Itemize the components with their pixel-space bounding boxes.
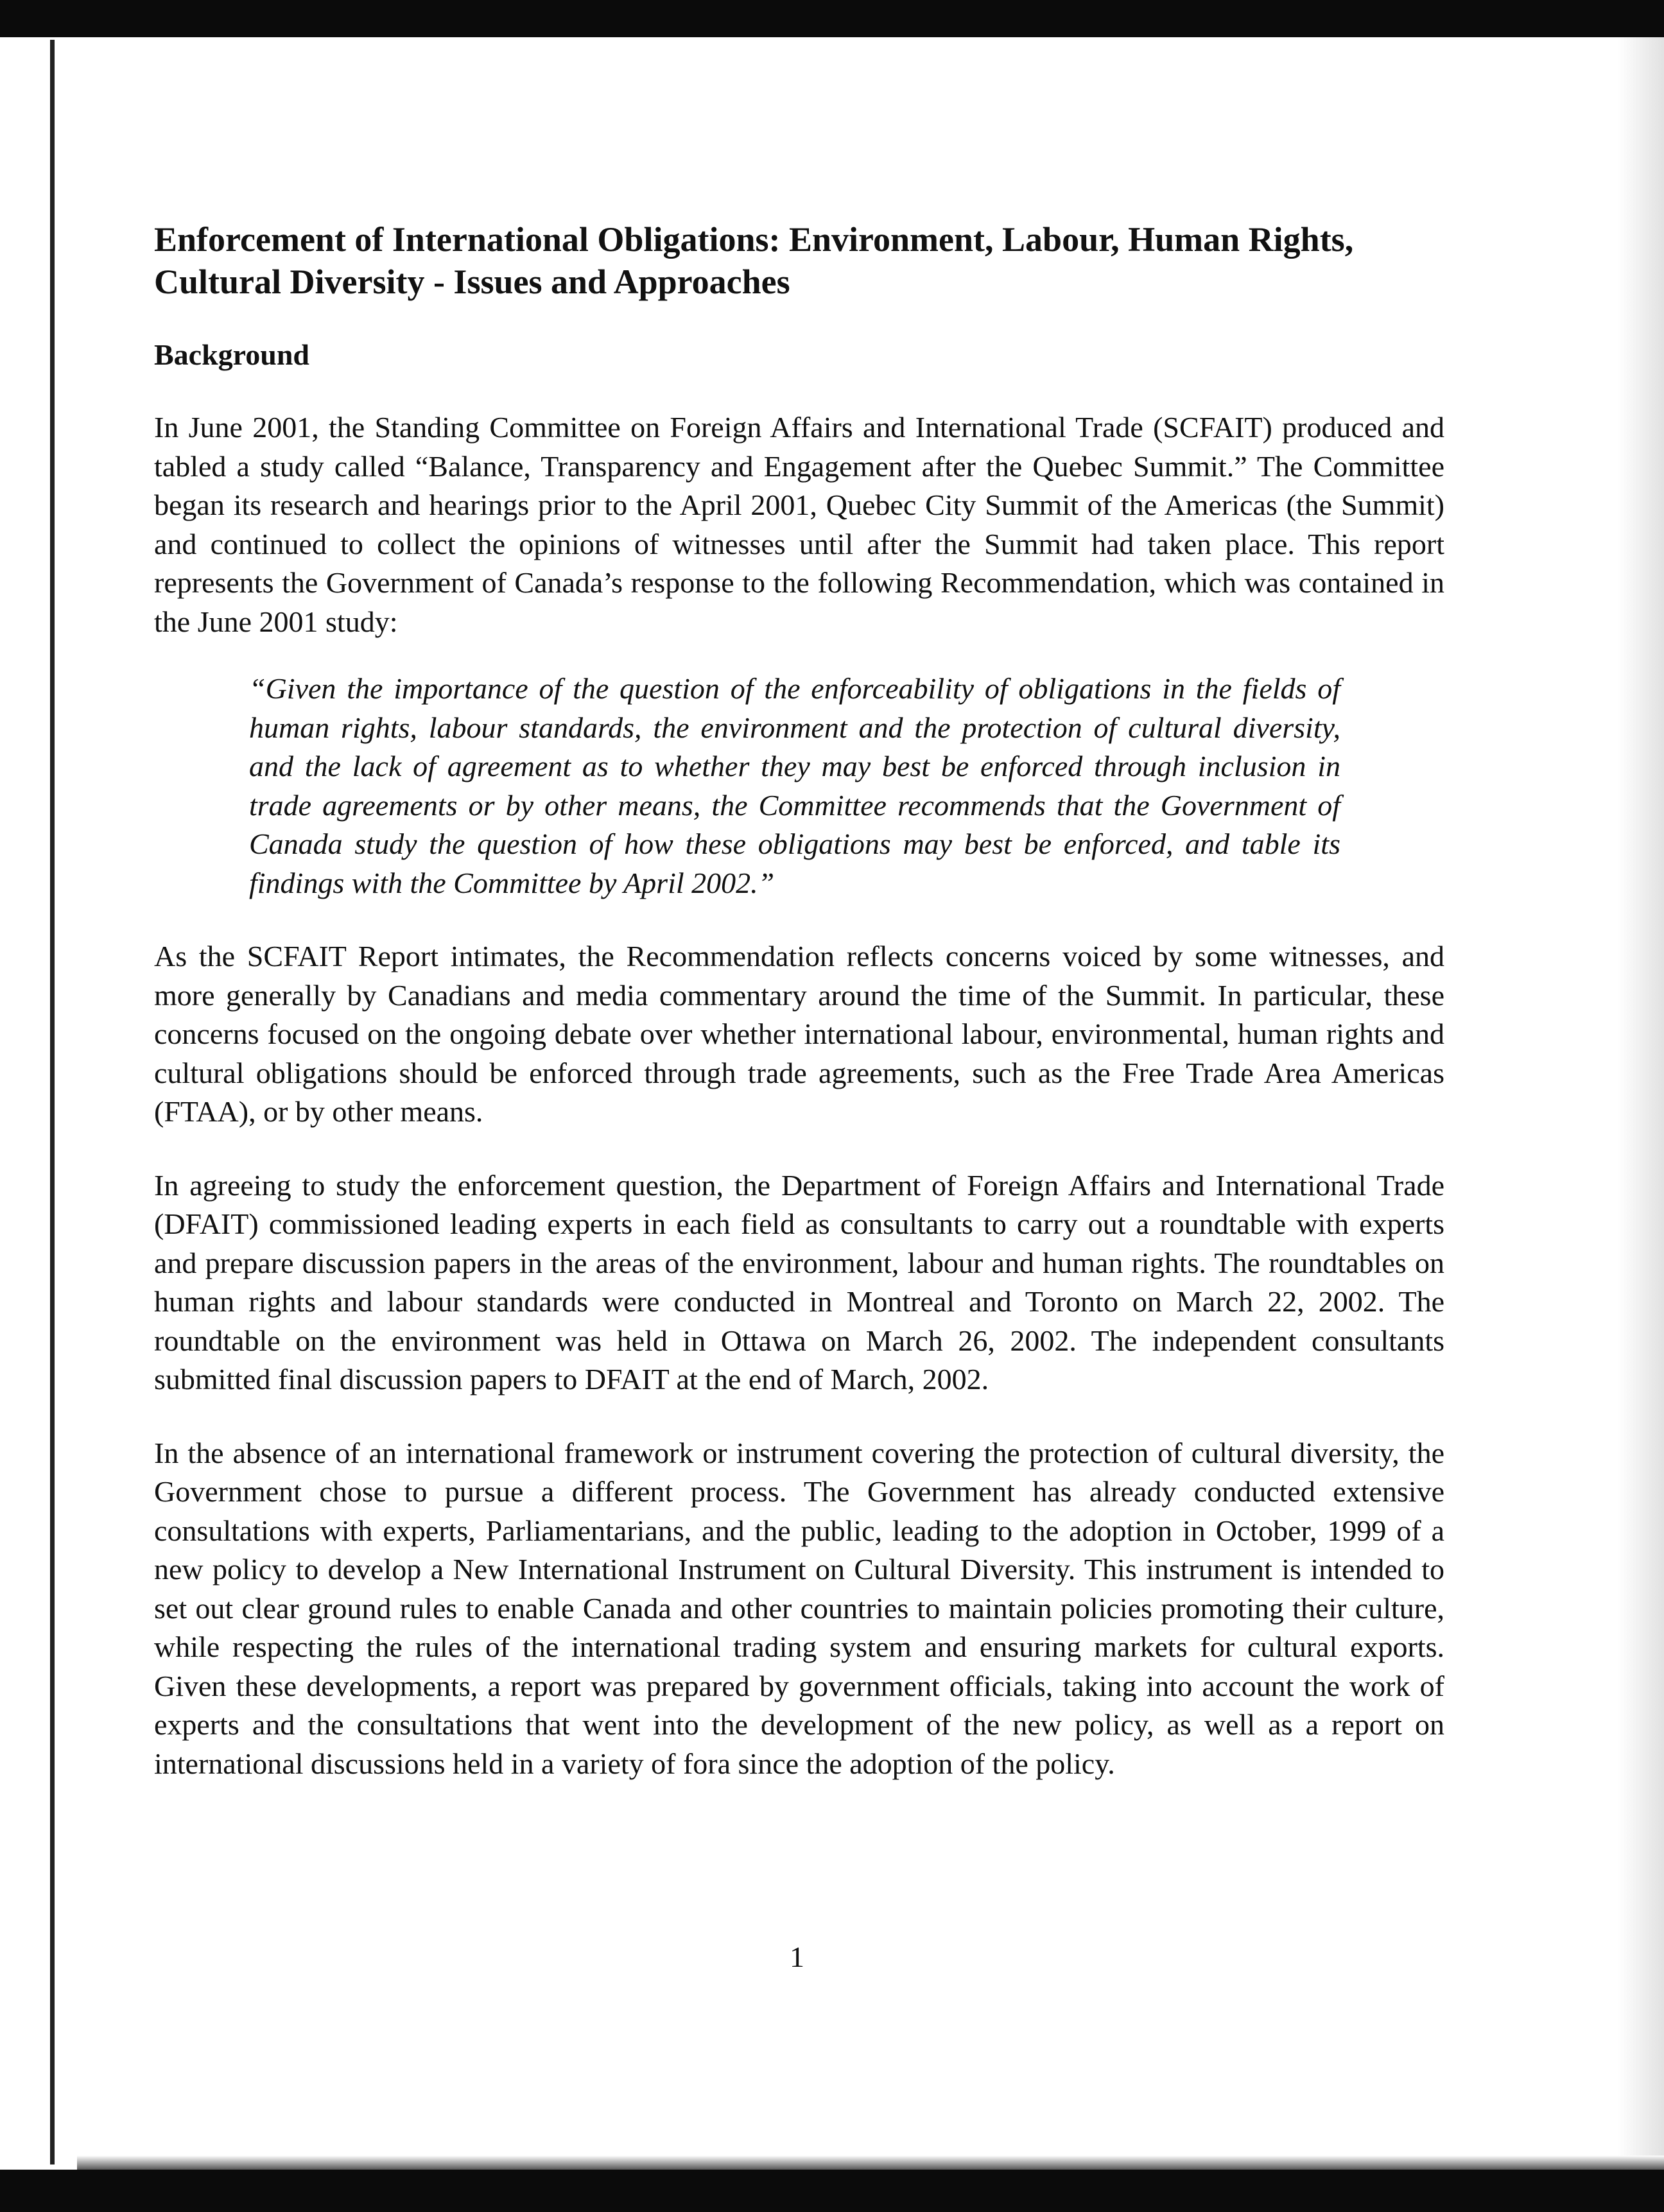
recommendation-quote: “Given the importance of the question of the enforceability of obligations in the fields of human rights, labour standards, the environment and the protection of cultural diversity, and the lack of agreement as to whether they may best be enforced through inclusion in trade agreements or by other means, the Committee recommends that the Government of Canada study the question of how these obligations may best be enforced, and table its findings with the Committee by April 2002.” [249,672,1340,899]
paragraph-cultural-diversity: In the absence of an international framework or instrument covering the protection of cultural diversity, the Government chose to pursue a different process. The Government has already conducted extensive consultations with experts, Parliamentarians, and the public, leading to the adoption in October, 1999 of a new policy to develop a New International Instrument on Cultural Diversity. This instrument is intended to set out clear ground rules to enable Canada and other countries to maintain policies promoting their culture, while respecting the rules of the international trading system and ensuring markets for cultural exports. Given these developments, a report was prepared by government officials, taking into account the work of experts and the consultations that went into the development of the new policy, as well as a report on international discussions held in a variety of fora since the adoption of the policy. [154,1436,1444,1780]
scan-border-bottom [0,2170,1664,2212]
paragraph-scfait-study: In June 2001, the Standing Committee on Foreign Affairs and International Trade (SCFAIT) produced and tabled a study called “Balance, Transparency and Engagement after the Quebec Summit.” The Committee began its research and hearings prior to the April 2001, Quebec City Summit of the Americas (the Summit) and continued to collect the opinions of witnesses until after the Summit had taken place. This report represents the Government of Canada’s response to the following Recommendation, which was contained in the June 2001 study: [154,411,1444,638]
document-body [154,218,1444,1783]
paragraph-concerns: As the SCFAIT Report intimates, the Recommendation reflects concerns voiced by some witnesses, and more generally by Canadians and media commentary around the time of the Summit. In particular, these concerns focused on the ongoing debate over whether international labour, environmental, human rights and cultural obligations should be enforced through trade agreements, such as the Free Trade Area Americas (FTAA), or by other means. [154,940,1444,1128]
paragraph-roundtables: In agreeing to study the enforcement question, the Department of Foreign Affairs and International Trade (DFAIT) commissioned leading experts in each field as consultants to carry out a roundtable with experts and prepare discussion papers in the areas of the environment, labour and human rights. The roundtables on human rights and labour standards were conducted in Montreal and Toronto on March 22, 2002. The roundtable on the environment was held in Ottawa on March 26, 2002. The independent consultants submitted final discussion papers to DFAIT at the end of March, 2002. [154,1168,1444,1395]
section-heading-background: Background [154,338,310,371]
scan-shadow-right [1618,37,1664,2170]
scan-border-left [50,40,55,2164]
page-number: 1 [790,1940,804,1973]
document-title: Enforcement of International Obligations: Environment, Labour, Human Rights, Cultural Diversity - Issues and Approaches [154,220,1354,301]
scan-border-top [0,0,1664,37]
